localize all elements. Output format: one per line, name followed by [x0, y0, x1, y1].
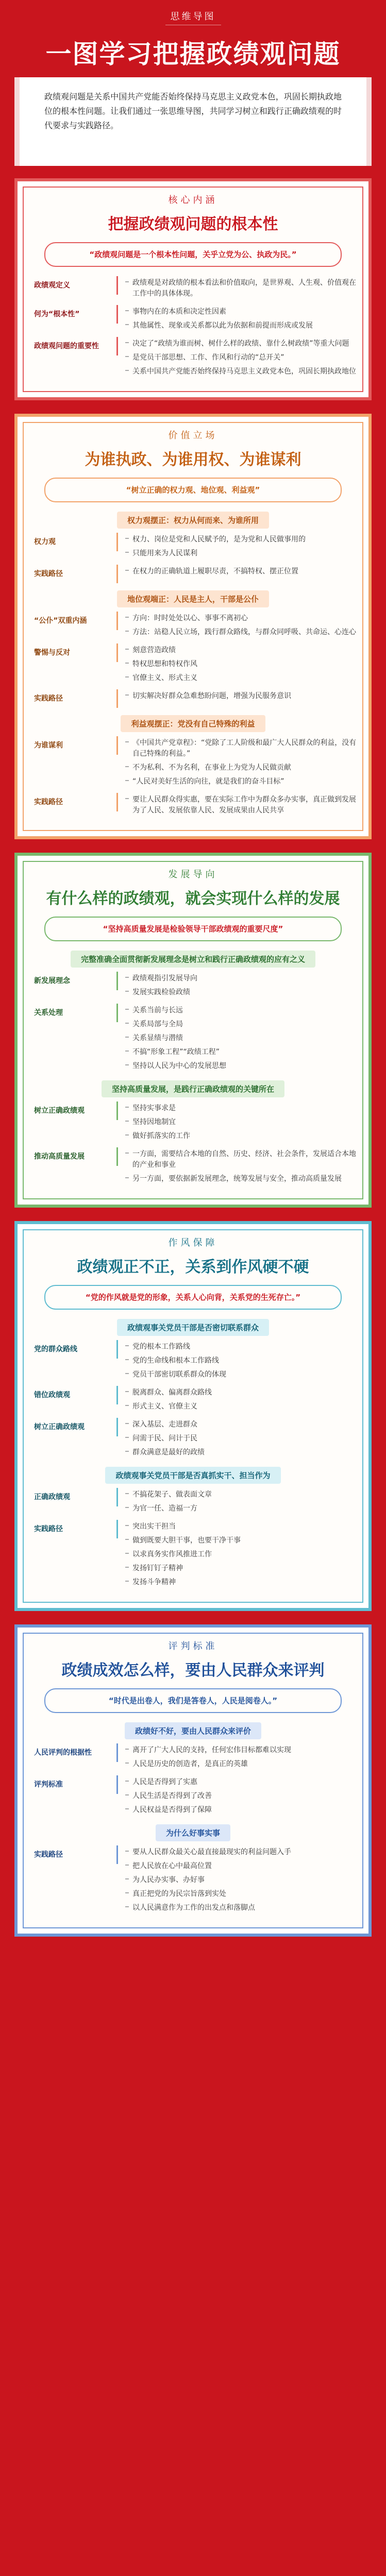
branch-items	[125, 1488, 357, 1516]
branch-key: 警惕与反对	[29, 643, 118, 662]
branch-item: 做好抓落实的工作	[125, 1129, 357, 1143]
branch-item: 离开了广大人民的支持，任何宏伟目标都难以实现	[125, 1743, 357, 1757]
branch-item: 党的根本工作路线	[125, 1340, 357, 1354]
section-inner	[23, 1633, 363, 1928]
mindmap-branch	[29, 736, 357, 789]
branch-key: 实践路径	[29, 565, 118, 583]
header-tag: 思维导图	[165, 9, 221, 25]
branch-items	[125, 1743, 357, 1771]
branch-items	[125, 1520, 357, 1589]
branch-item: 不搞“形象工程”“政绩工程”	[125, 1045, 357, 1059]
branch-items	[125, 337, 357, 379]
header	[0, 0, 386, 77]
mindmap-branch	[29, 1845, 357, 1915]
subsection-title: 利益观摆正：党没有自己特殊的利益	[121, 715, 265, 732]
section-inner	[23, 1229, 363, 1603]
branch-item: 只能用来为人民谋利	[125, 547, 357, 561]
mindmap-branch	[29, 1488, 357, 1516]
branch-item: 坚持因地制宜	[125, 1115, 357, 1129]
branch-key: 推动高质量发展	[29, 1147, 118, 1166]
subsection-heading	[29, 590, 357, 607]
intro-text: 政绩观问题是关系中国共产党能否始终保持马克思主义政党本色，巩固长期执政地位的根本性问题。让我们通过一张思维导图，共同学习树立和践行正确政绩观的时代要求与实践路径。	[14, 77, 372, 166]
branch-key: 树立正确政绩观	[29, 1101, 118, 1120]
branch-item: 决定了“政绩为谁而树、树什么样的政绩、靠什么树政绩”等重大问题	[125, 337, 357, 351]
branch-item: 把人民放在心中最高位置	[125, 1859, 357, 1873]
subsection-title: 为什么好事实事	[156, 1824, 230, 1841]
branch-item: 要让人民群众得实惠，要在实际工作中为群众多办实事，真正做到发展为了人民、发展依靠人民、发展成果由人民共享	[125, 793, 357, 818]
branch-item: 方向：时时处处以心、事事不离初心	[125, 612, 357, 625]
subsection-title: 坚持高质量发展，是践行正确政绩观的关键所在	[102, 1080, 284, 1097]
mindmap-branch	[29, 533, 357, 561]
branch-item: 特权思想和特权作风	[125, 657, 357, 671]
branch-items	[125, 305, 357, 333]
subsection-title: 政绩观事关党员干部是否真抓实干、担当作为	[105, 1467, 280, 1484]
branch-item: 方法：站稳人民立场，践行群众路线，与群众同呼吸、共命运、心连心	[125, 625, 357, 639]
section-label: 作风保障	[168, 1238, 218, 1248]
section-title: 政绩成效怎么样，要由人民群众来评判	[61, 1662, 325, 1680]
branch-key: 政绩观问题的重要性	[29, 337, 118, 355]
branch-item: 刻意营造政绩	[125, 643, 357, 657]
mindmap-branch	[29, 1004, 357, 1073]
branch-items	[125, 643, 357, 685]
branch-item: 政绩观是对政绩的根本看法和价值取向，是世界观、人生观、价值观在工作中的具体体现。	[125, 276, 357, 301]
branch-item: 在权力的正确轨道上履职尽责，不搞特权、摆正位置	[125, 565, 357, 579]
section-quote: “党的作风就是党的形象，关系人心向背，关系党的生死存亡。”	[44, 1285, 342, 1310]
branch-item: 人民是历史的创造者，是真正的英雄	[125, 1757, 357, 1771]
branch-item: 政绩观指引发展导向	[125, 972, 357, 986]
branch-items	[125, 1845, 357, 1915]
mindmap-branch	[29, 305, 357, 333]
section-4	[14, 1221, 372, 1611]
mindmap-branch	[29, 1418, 357, 1460]
section-label: 价值立场	[168, 430, 218, 441]
mindmap-branch	[29, 643, 357, 685]
mindmap-branch	[29, 1101, 357, 1143]
branch-item: 关系当前与长远	[125, 1004, 357, 1018]
mindmap-branch	[29, 1386, 357, 1414]
section-inner	[23, 422, 363, 831]
branch-item: 坚持以人民为中心的发展思想	[125, 1059, 357, 1073]
branch-items	[125, 1418, 357, 1460]
branch-key: 权力观	[29, 533, 118, 551]
section-label: 核心内涵	[168, 195, 218, 206]
branch-item: 要从人民群众最关心最直接最现实的利益问题入手	[125, 1845, 357, 1859]
section-inner	[23, 861, 363, 1199]
mindmap-branch	[29, 1340, 357, 1382]
branch-item: 为人民办实事、办好事	[125, 1873, 357, 1887]
branch-key: 评判标准	[29, 1775, 118, 1794]
branch-item: 事物内在的本质和决定性因素	[125, 305, 357, 319]
branch-items	[125, 736, 357, 789]
branch-key: 人民评判的根据性	[29, 1743, 118, 1762]
branch-item: 是党员干部思想、工作、作风和行动的“总开关”	[125, 351, 357, 365]
branch-key: 关系处理	[29, 1004, 118, 1022]
branch-item: 《中国共产党章程》：“党除了工人阶级和最广大人民群众的利益，没有自己特殊的利益。”	[125, 736, 357, 761]
subsection-title: 地位观端正：人民是主人，干部是公仆	[117, 590, 269, 607]
branch-key: 党的群众路线	[29, 1340, 118, 1359]
subsection-heading	[29, 1080, 357, 1097]
branch-item: 一方面，需要结合本地的自然、历史、经济、社会条件，发展适合本地的产业和事业	[125, 1147, 357, 1172]
branch-items	[125, 689, 357, 703]
branch-item: 群众满意是最好的政绩	[125, 1446, 357, 1460]
mindmap-branch	[29, 1520, 357, 1589]
branch-item: 关系中国共产党能否始终保持马克思主义政党本色，巩固长期执政地位	[125, 365, 357, 379]
branch-item: 发展实践检验政绩	[125, 986, 357, 999]
branch-key: 错位政绩观	[29, 1386, 118, 1404]
branch-item: 不为私利、不为名利，在事业上为党为人民做贡献	[125, 761, 357, 775]
subsection-heading	[29, 715, 357, 732]
branch-item: 发扬斗争精神	[125, 1575, 357, 1589]
branch-item: 党的生命线和根本工作路线	[125, 1354, 357, 1368]
branch-item: 做到既要大胆干事，也要干净干事	[125, 1534, 357, 1548]
section-inner	[23, 187, 363, 392]
section-quote: “时代是出卷人，我们是答卷人，人民是阅卷人。”	[44, 1688, 342, 1713]
sections	[0, 178, 386, 1937]
section-title: 为谁执政、为谁用权、为谁谋利	[85, 451, 301, 469]
subsection-title: 权力观摆正：权力从何而来、为谁所用	[117, 512, 269, 529]
branch-items	[125, 1004, 357, 1073]
branch-item: 问需于民、问计于民	[125, 1432, 357, 1446]
subsection-title: 政绩好不好，要由人民群众来评价	[125, 1722, 261, 1739]
branch-items	[125, 1340, 357, 1382]
branch-key: 实践路径	[29, 689, 118, 708]
section-title: 把握政绩观问题的根本性	[108, 215, 278, 233]
section-5	[14, 1624, 372, 1937]
mindmap-branch	[29, 1743, 357, 1771]
branch-key: 政绩观定义	[29, 276, 118, 295]
branch-item: 坚持实事求是	[125, 1101, 357, 1115]
branch-item: 形式主义、官僚主义	[125, 1400, 357, 1414]
branch-item: 官僚主义、形式主义	[125, 671, 357, 685]
branch-items	[125, 793, 357, 818]
branch-items	[125, 565, 357, 579]
branch-item: 切实解决好群众急难愁盼问题，增强为民服务意识	[125, 689, 357, 703]
section-title: 有什么样的政绩观，就会实现什么样的发展	[46, 890, 340, 908]
section-quote: “坚持高质量发展是检验领导干部政绩观的重要尺度”	[44, 917, 342, 941]
subsection-heading	[29, 1319, 357, 1336]
branch-item: 以求真务实作风推进工作	[125, 1548, 357, 1562]
branch-item: 权力、岗位是党和人民赋予的，是为党和人民做事用的	[125, 533, 357, 547]
branch-key: 实践路径	[29, 1845, 118, 1864]
branch-items	[125, 1101, 357, 1143]
subsection-heading	[29, 951, 357, 968]
branch-item: 关系局部与全局	[125, 1018, 357, 1031]
branch-items	[125, 1775, 357, 1817]
branch-item: 党员干部密切联系群众的体现	[125, 1368, 357, 1382]
branch-key: 实践路径	[29, 793, 118, 811]
branch-items	[125, 1386, 357, 1414]
branch-item: 关系显绩与潜绩	[125, 1031, 357, 1045]
mindmap-branch	[29, 612, 357, 639]
branch-items	[125, 1147, 357, 1186]
branch-item: 人民生活是否得到了改善	[125, 1789, 357, 1803]
branch-key: 实践路径	[29, 1520, 118, 1538]
subsection-heading	[29, 1467, 357, 1484]
mindmap-branch	[29, 337, 357, 379]
branch-item: 其他属性、现象或关系都以此为依据和前提而形成或发展	[125, 319, 357, 333]
section-3	[14, 853, 372, 1208]
branch-key: “公仆”双重内涵	[29, 612, 118, 630]
branch-key: 为谁谋利	[29, 736, 118, 755]
branch-item: 发扬钉钉子精神	[125, 1562, 357, 1575]
branch-item: 人民是否得到了实惠	[125, 1775, 357, 1789]
branch-item: 不搞花架子、做表面文章	[125, 1488, 357, 1502]
mindmap-branch	[29, 793, 357, 818]
mindmap-branch	[29, 1775, 357, 1817]
branch-key: 树立正确政绩观	[29, 1418, 118, 1436]
section-label: 评判标准	[168, 1641, 218, 1652]
section-quote: “树立正确的权力观、地位观、利益观”	[44, 478, 342, 502]
subsection-heading	[29, 1722, 357, 1739]
branch-item: 脱离群众、偏离群众路线	[125, 1386, 357, 1400]
subsection-title: 政绩观事关党员干部是否密切联系群众	[117, 1319, 269, 1336]
mindmap-branch	[29, 565, 357, 583]
branch-key: 正确政绩观	[29, 1488, 118, 1506]
branch-item: 为官一任、造福一方	[125, 1502, 357, 1516]
section-1	[14, 178, 372, 400]
section-title: 政绩观正不正，关系到作风硬不硬	[77, 1258, 309, 1276]
subsection-title: 完整准确全面贯彻新发展理念是树立和践行正确政绩观的应有之义	[71, 951, 315, 968]
branch-item: 以人民满意作为工作的出发点和落脚点	[125, 1901, 357, 1915]
branch-item: 突出实干担当	[125, 1520, 357, 1534]
branch-item: 另一方面，要依据新发展理念，统筹发展与安全，推动高质量发展	[125, 1172, 357, 1186]
page-title: 一图学习把握政绩观问题	[45, 39, 341, 69]
mindmap-branch	[29, 1147, 357, 1186]
branch-items	[125, 612, 357, 639]
branch-items	[125, 533, 357, 561]
branch-item: “人民对美好生活的向往，就是我们的奋斗目标”	[125, 775, 357, 789]
subsection-heading	[29, 512, 357, 529]
section-quote: “政绩观问题是一个根本性问题，关乎立党为公、执政为民。”	[44, 242, 342, 267]
branch-items	[125, 276, 357, 301]
mindmap-branch	[29, 689, 357, 708]
subsection-heading	[29, 1824, 357, 1841]
branch-items	[125, 972, 357, 999]
section-2	[14, 414, 372, 839]
branch-key: 何为“根本性”	[29, 305, 118, 324]
branch-item: 深入基层、走进群众	[125, 1418, 357, 1432]
mindmap-branch	[29, 972, 357, 999]
branch-item: 真正把党的为民宗旨落到实处	[125, 1887, 357, 1901]
mindmap-branch	[29, 276, 357, 301]
branch-item: 人民权益是否得到了保障	[125, 1803, 357, 1817]
branch-key: 新发展理念	[29, 972, 118, 990]
section-label: 发展导向	[168, 869, 218, 880]
